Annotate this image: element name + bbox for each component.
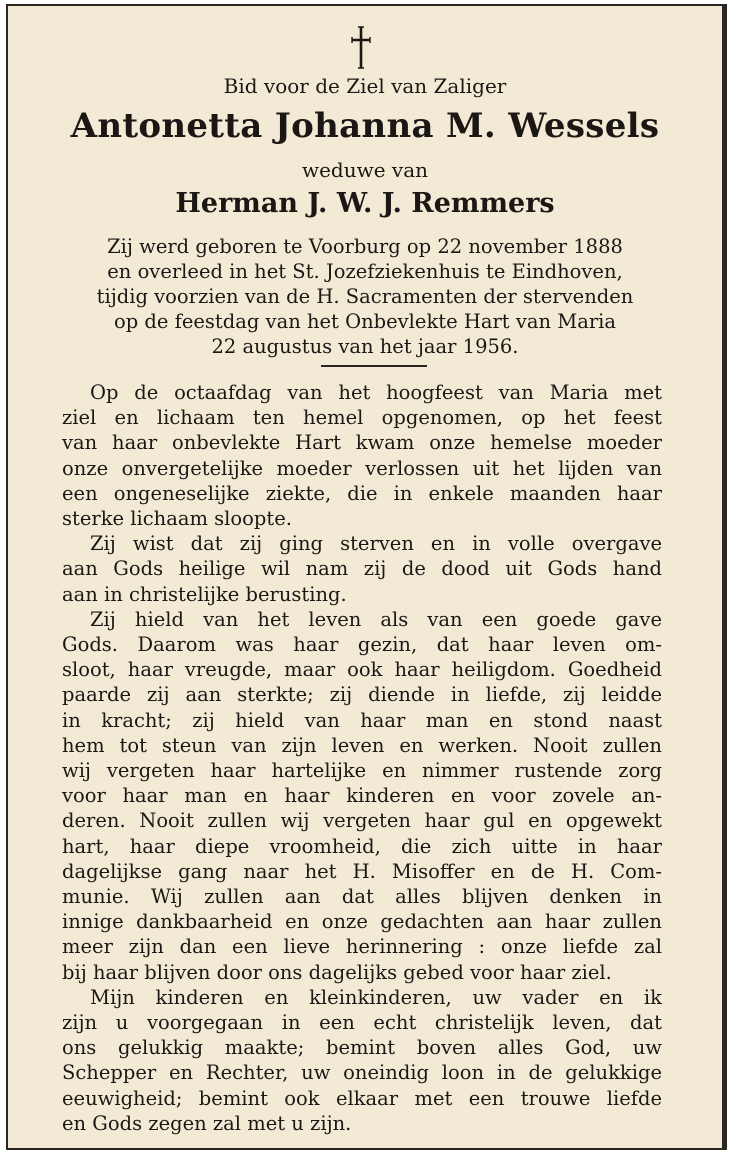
text-line: in kracht; zij hield van haar man en stond naast <box>62 708 662 732</box>
text-line: een ongeneselijke ziekte, die in enkele maanden haar <box>62 481 662 505</box>
text-line: Mijn kinderen en kleinkinderen, uw vader en ik <box>90 985 662 1009</box>
text-line: Gods. Daarom was haar gezin, dat haar leven om- <box>62 633 662 657</box>
text-line: sloot, haar vreugde, maar ook haar heiligdom. Goedheid <box>62 658 662 682</box>
cross-icon <box>349 26 373 70</box>
paragraph <box>62 380 662 531</box>
text-line: Schepper en Rechter, uw oneindig loon in de gelukkige <box>62 1061 662 1085</box>
text-line: hart, haar diepe vroomheid, die zich uitte in haar <box>62 834 662 858</box>
text-line: eeuwigheid; bemint ook elkaar met een trouwe liefde <box>62 1086 662 1110</box>
biography-line: Zij werd geboren te Voorburg op 22 november 1888 <box>107 235 623 258</box>
paragraph <box>62 985 662 1136</box>
husband-name: Herman J. W. J. Remmers <box>175 188 555 219</box>
text-line: innige dankbaarheid en onze gedachten aan haar zullen <box>62 910 662 934</box>
deceased-name: Antonetta Johanna M. Wessels <box>70 106 660 146</box>
text-line: dagelijkse gang naar het H. Misoffer en de H. Com- <box>62 859 662 883</box>
text-line: munie. Wij zullen aan dat alles blijven denken in <box>62 885 662 909</box>
text-line: ons gelukkig maakte; bemint boven alles God, uw <box>62 1036 662 1060</box>
text-line: deren. Nooit zullen wij vergeten haar gul en opgewekt <box>62 809 662 833</box>
text-line: wij vergeten haar hartelijke en nimmer rustende zorg <box>62 759 662 783</box>
text-line: zijn u voorgegaan in een echt christelijk leven, dat <box>62 1011 662 1035</box>
divider-rule <box>321 365 427 367</box>
text-line: hem tot steun van zijn leven en werken. Nooit zullen <box>62 733 662 757</box>
paragraph <box>62 607 662 985</box>
text-line: meer zijn dan een lieve herinnering : onze liefde zal <box>62 935 662 959</box>
prayer-intro: Bid voor de Ziel van Zaliger <box>223 74 507 98</box>
text-line: Zij wist dat zij ging sterven en in volle overgave <box>90 532 662 556</box>
biography-block <box>8 234 722 359</box>
text-line: onze onvergetelijke moeder verlossen uit het lijden van <box>62 456 662 480</box>
text-line: paarde zij aan sterkte; zij diende in liefde, zij leidde <box>62 683 662 707</box>
text-line: aan in christelijke berusting. <box>62 582 347 606</box>
text-line: sterke lichaam sloopte. <box>62 507 292 531</box>
text-line: en Gods zegen zal met u zijn. <box>62 1111 352 1135</box>
text-line: van haar onbevlekte Hart kwam onze hemelse moeder <box>62 431 662 455</box>
biography-line: en overleed in het St. Jozefziekenhuis te Eindhoven, <box>107 260 623 283</box>
text-line: voor haar man en haar kinderen en voor zovele an- <box>62 784 662 808</box>
biography-line: op de feestdag van het Onbevlekte Hart van Maria <box>113 310 617 333</box>
text-line: Op de octaafdag van het hoogfeest van Maria met <box>90 381 662 404</box>
text-line: Zij hield van het leven als van een goede gave <box>90 607 662 631</box>
text-line: bij haar blijven door ons dagelijks gebed voor haar ziel. <box>62 960 612 984</box>
text-line: ziel en lichaam ten hemel opgenomen, op het feest <box>62 406 662 430</box>
memorial-text <box>62 380 662 1136</box>
paragraph <box>62 531 662 607</box>
biography-line: 22 augustus van het jaar 1956. <box>211 335 519 358</box>
text-line: aan Gods heilige wil nam zij de dood uit Gods hand <box>62 557 662 581</box>
memorial-card <box>6 4 727 1150</box>
biography-line: tijdig voorzien van de H. Sacramenten der stervenden <box>96 285 634 308</box>
widow-of-label: weduwe van <box>301 158 429 182</box>
